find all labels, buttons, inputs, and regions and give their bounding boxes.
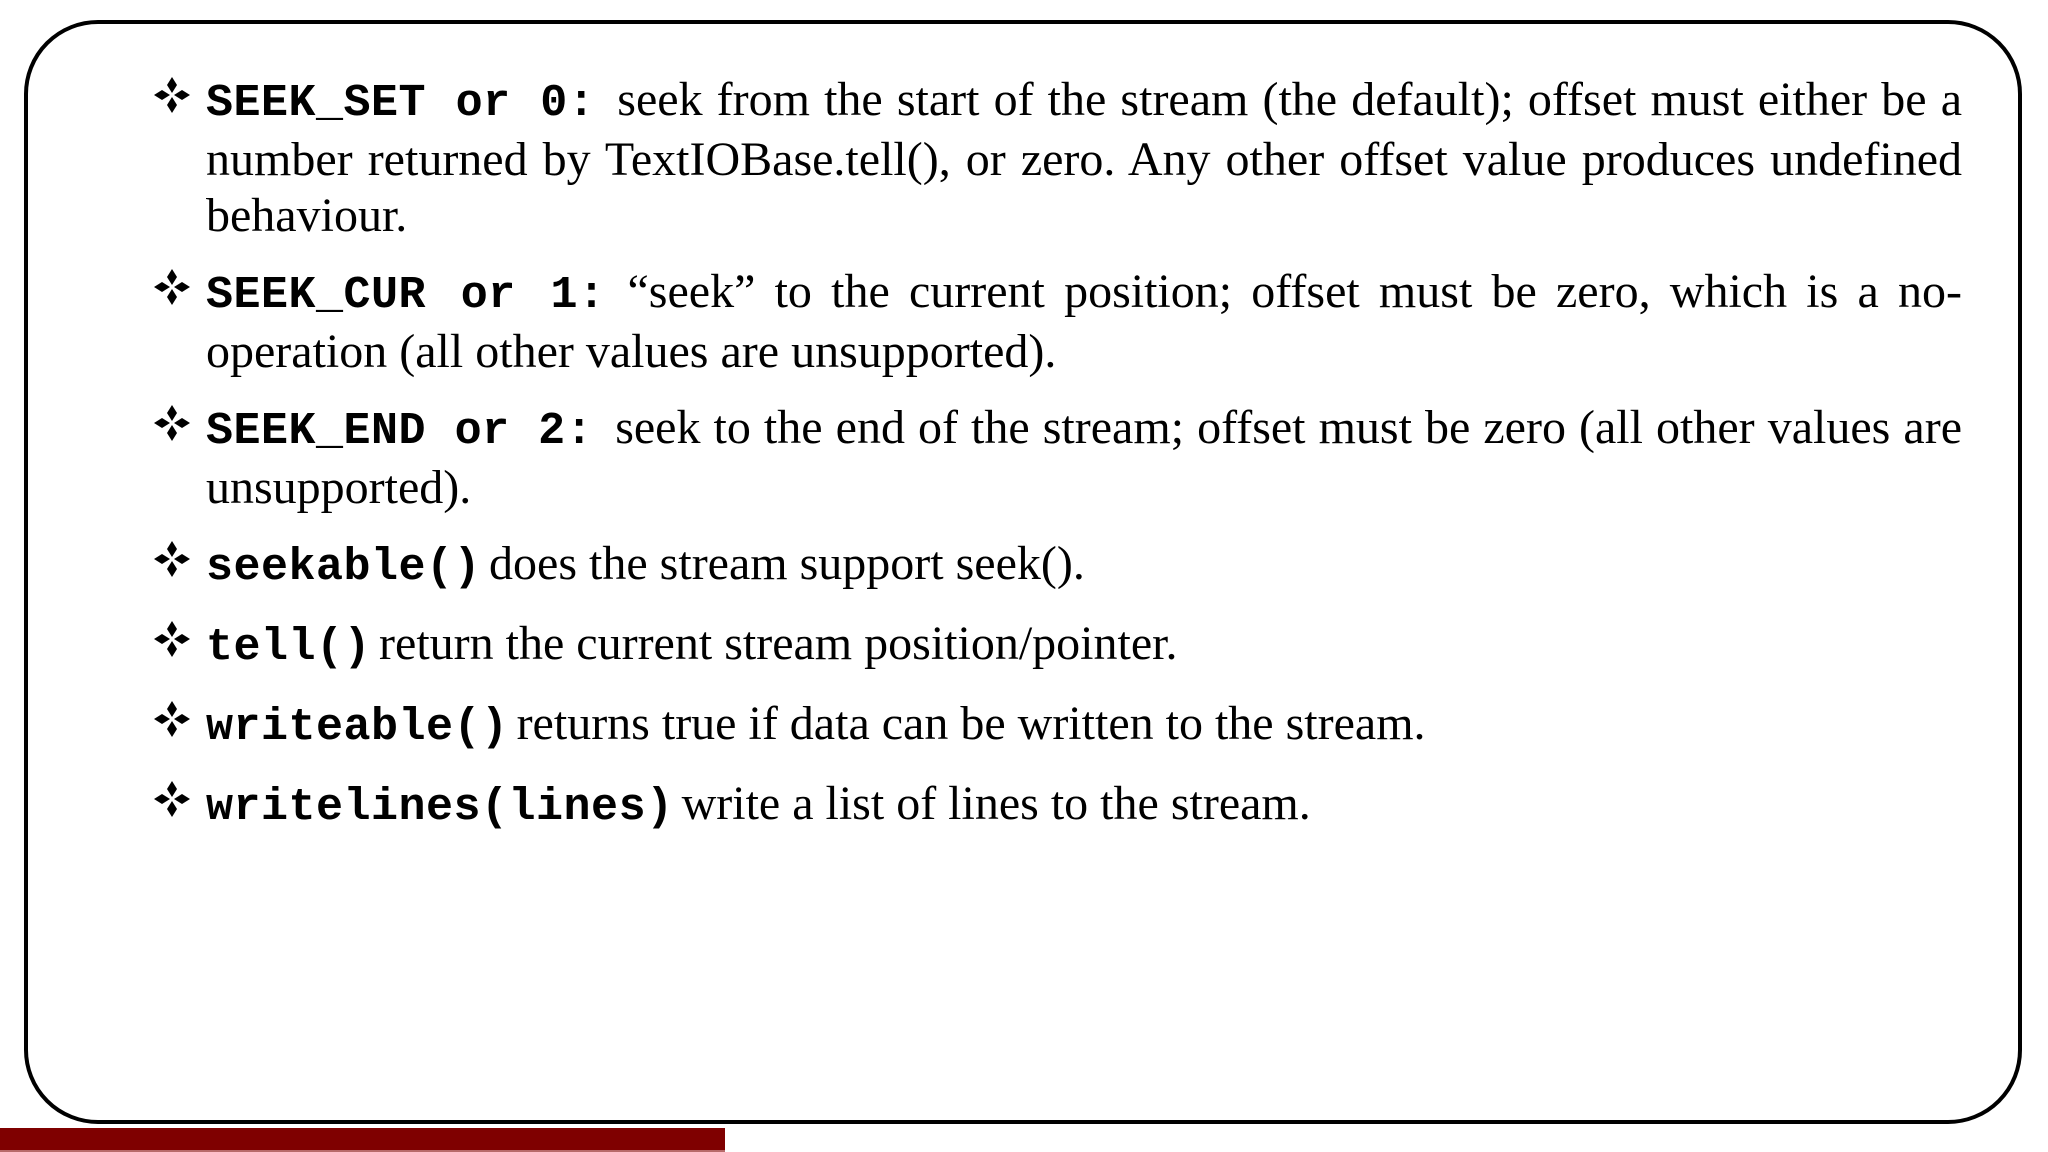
diamond-bullet-icon [152,619,192,659]
diamond-bullet-icon [152,539,192,579]
description-seek-set: seek from the start of the stream (the default); offset must either be a number returned by TextIOBase.tell(), or zero. Any other offset value produces undefined behaviour. [206,73,1962,242]
bullet-list [150,72,1962,856]
bullet-item-tell [150,616,1962,676]
bullet-item-seek-set [150,72,1962,244]
bullet-item-seekable [150,536,1962,596]
term-writeable: writeable() [206,702,509,753]
diamond-bullet-icon [152,75,192,115]
term-seek-end: SEEK_END or 2: [206,406,594,457]
bottom-accent-bar [0,1128,725,1152]
term-seek-set: SEEK_SET or 0: [206,78,596,129]
description-seek-cur: “seek” to the current position; offset must be zero, which is a no-operation (all other values are unsupported). [206,265,1962,378]
term-seek-cur: SEEK_CUR or 1: [206,270,606,321]
description-writelines: write a list of lines to the stream. [681,777,1311,830]
diamond-bullet-icon [152,403,192,443]
term-seekable: seekable() [206,542,482,593]
description-tell: return the current stream position/pointer. [379,617,1178,670]
term-writelines: writelines(lines) [206,782,674,833]
description-writeable: returns true if data can be written to the stream. [516,697,1426,750]
bullet-item-writelines [150,776,1962,836]
term-tell: tell() [206,622,372,673]
diamond-bullet-icon [152,699,192,739]
bullet-item-writeable [150,696,1962,756]
bullet-item-seek-end [150,400,1962,516]
diamond-bullet-icon [152,779,192,819]
description-seekable: does the stream support seek(). [489,537,1085,590]
bullet-item-seek-cur [150,264,1962,380]
diamond-bullet-icon [152,267,192,307]
description-seek-end: seek to the end of the stream; offset must be zero (all other values are unsupported). [206,401,1963,514]
